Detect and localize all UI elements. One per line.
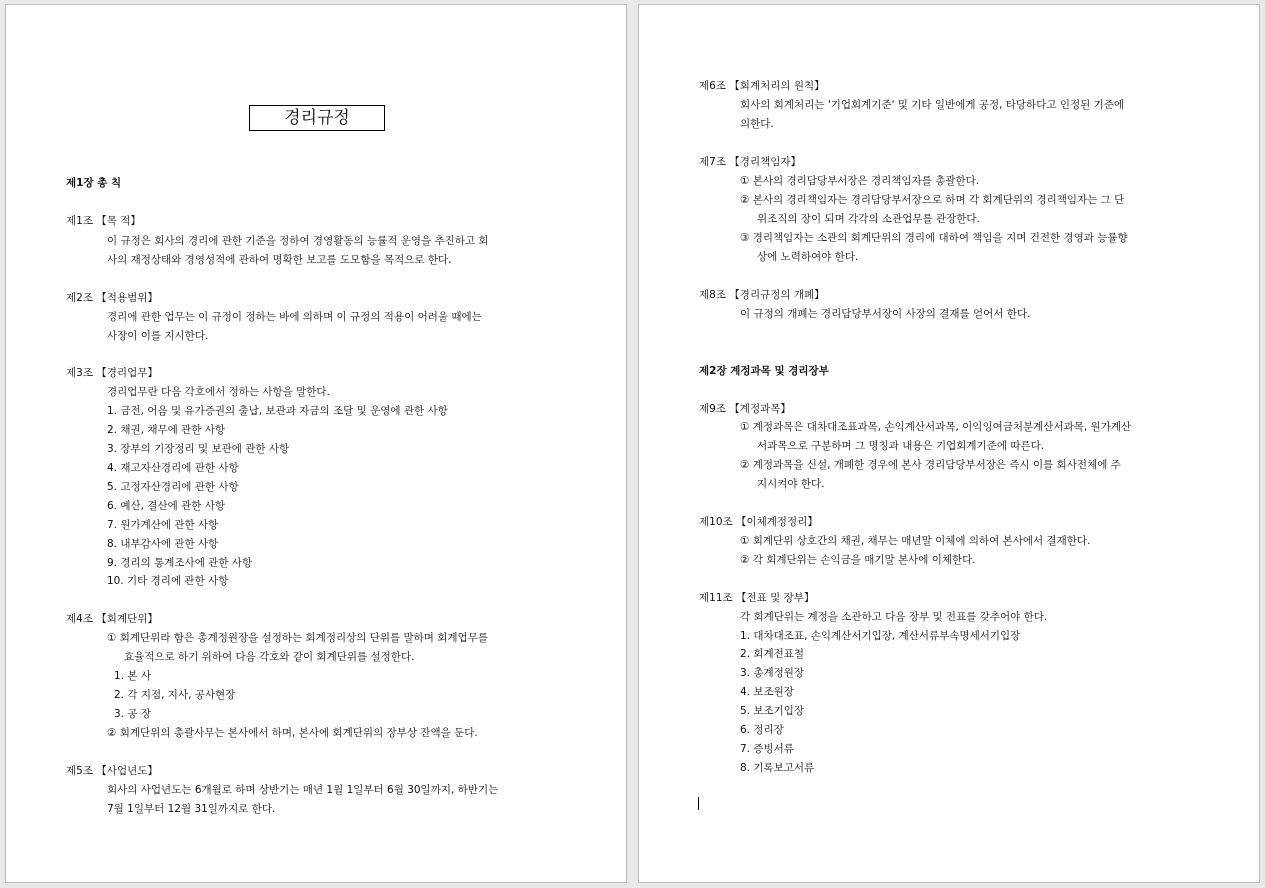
document-line: 각 회계단위는 계정을 소관하고 다음 장부 및 전표를 갖추어야 한다. [740,611,1048,623]
document-line: 7월 1일부터 12월 31일까지로 한다. [107,803,276,815]
document-line: 제10조 【이체계정정리】 [699,516,818,528]
document-line: 회사의 회계처리는 '기업회계기준' 및 기타 일반에게 공정, 타당하다고 인정된 기준에 [740,99,1125,111]
document-line: 6. 예산, 결산에 관한 사항 [107,500,225,512]
text-cursor [698,797,699,810]
document-line: ② 본사의 경리책임자는 경리담당부서장으로 하며 각 회계단위의 경리책임자는 그 단 [740,194,1125,206]
document-line: ② 회계단위의 총괄사무는 본사에서 하며, 본사에 회계단위의 장부상 잔액을 둔다. [107,727,478,739]
document-line: ③ 경리책임자는 소관의 회계단위의 경리에 대하여 책임을 지며 건전한 경영과 능률향 [740,232,1128,244]
document-line: 7. 원가계산에 관한 사항 [107,519,219,531]
document-line: 효율적으로 하기 위하여 다음 각호와 같이 회계단위를 설정한다. [124,651,415,663]
document-line: 제3조 【경리업무】 [66,367,158,379]
document-line: 경리업무란 다음 각호에서 정하는 사항을 말한다. [107,386,330,398]
document-line: 상에 노력하여야 한다. [757,251,859,263]
document-line: 3. 장부의 기장정리 및 보관에 관한 사항 [107,443,290,455]
document-line: 9. 경리의 통계조사에 관한 사항 [107,557,253,569]
document-line: 제4조 【회계단위】 [66,613,158,625]
document-line: 3. 총계정원장 [740,667,805,679]
document-line: 3. 공 장 [114,708,151,720]
document-line: 경리에 관한 업무는 이 규정이 정하는 바에 의하며 이 규정의 적용이 어려울 때에는 [107,311,482,323]
document-line: 제2조 【적용범위】 [66,292,158,304]
document-line: 제5조 【사업년도】 [66,765,158,777]
document-line: 1. 대차대조표, 손익계산서기입장, 계산서류부속명세서기입장 [740,630,1021,642]
chapter-heading: 제1장 총 칙 [66,177,122,189]
document-line: ① 회계단위 상호간의 채권, 채무는 매년말 이체에 의하여 본사에서 결재한다. [740,535,1091,547]
document-line: 회사의 사업년도는 6개월로 하며 상반기는 매년 1월 1일부터 6월 30일까지, 하반기는 [107,784,499,796]
document-line: 1. 본 사 [114,670,151,682]
document-line: ① 회계단위라 함은 총계정원장을 설정하는 회계정리상의 단위를 말하며 회계업무를 [107,632,488,644]
document-line: 이 규정의 개폐는 경리담당부서장이 사장의 결재를 얻어서 한다. [740,308,1031,320]
document-line: 8. 내부감사에 관한 사항 [107,538,219,550]
document-line: 제1조 【목 적】 [66,215,141,227]
document-line: 2. 각 지점, 지사, 공사현장 [114,689,236,701]
document-line: 4. 재고자산경리에 관한 사항 [107,462,239,474]
document-line: 2. 회계전표철 [740,648,805,660]
document-line: 6. 정리장 [740,724,784,736]
document-line: ① 계정과목은 대차대조표과목, 손익계산서과목, 이익잉여금처분계산서과목, 원가계산 [740,421,1132,433]
document-line: 8. 기록보고서류 [740,762,815,774]
document-line: 서과목으로 구분하며 그 명칭과 내용은 기업회계기준에 따른다. [757,440,1045,452]
document-line: 위조직의 장이 되며 각각의 소관업무를 관장한다. [757,213,980,225]
document-page-left [5,4,627,883]
document-line: 사의 재정상태와 경영성적에 관하여 명확한 보고를 도모함을 목적으로 한다. [107,254,452,266]
document-line: ② 계정과목을 신설, 개폐한 경우에 본사 경리담당부서장은 즉시 이를 회사전체에 주 [740,459,1121,471]
document-line: 10. 기타 경리에 관한 사항 [107,575,229,587]
chapter-heading: 제2장 계정과목 및 경리장부 [699,365,829,377]
document-line: 2. 채권, 채무에 관한 사항 [107,424,225,436]
document-line: 1. 금전, 어음 및 유가증권의 출납, 보관과 자금의 조달 및 운영에 관한 사항 [107,405,448,417]
document-line: 지시켜야 한다. [757,478,825,490]
document-line: 제6조 【회계처리의 원칙】 [699,80,825,92]
document-line: 제8조 【경리규정의 개폐】 [699,289,825,301]
document-line: 4. 보조원장 [740,686,794,698]
document-line: 이 규정은 회사의 경리에 관한 기준을 정하여 경영활동의 능률적 운영을 추진하고 회 [107,235,489,247]
document-line: 7. 증빙서류 [740,743,794,755]
document-line: 의한다. [740,118,774,130]
document-line: 5. 보조기입장 [740,705,805,717]
document-line: 사장이 이를 지시한다. [107,330,209,342]
document-line: 제11조 【전표 및 장부】 [699,592,815,604]
document-line: ② 각 회계단위는 손익금을 매기말 본사에 이체한다. [740,554,976,566]
document-line: 제7조 【경리책임자】 [699,156,802,168]
document-line: 5. 고정자산경리에 관한 사항 [107,481,239,493]
document-line: ① 본사의 경리담당부서장은 경리책임자를 총괄한다. [740,175,980,187]
document-title: 경리규정 [249,105,385,131]
document-page-right[interactable] [638,4,1260,883]
document-line: 제9조 【계정과목】 [699,403,791,415]
